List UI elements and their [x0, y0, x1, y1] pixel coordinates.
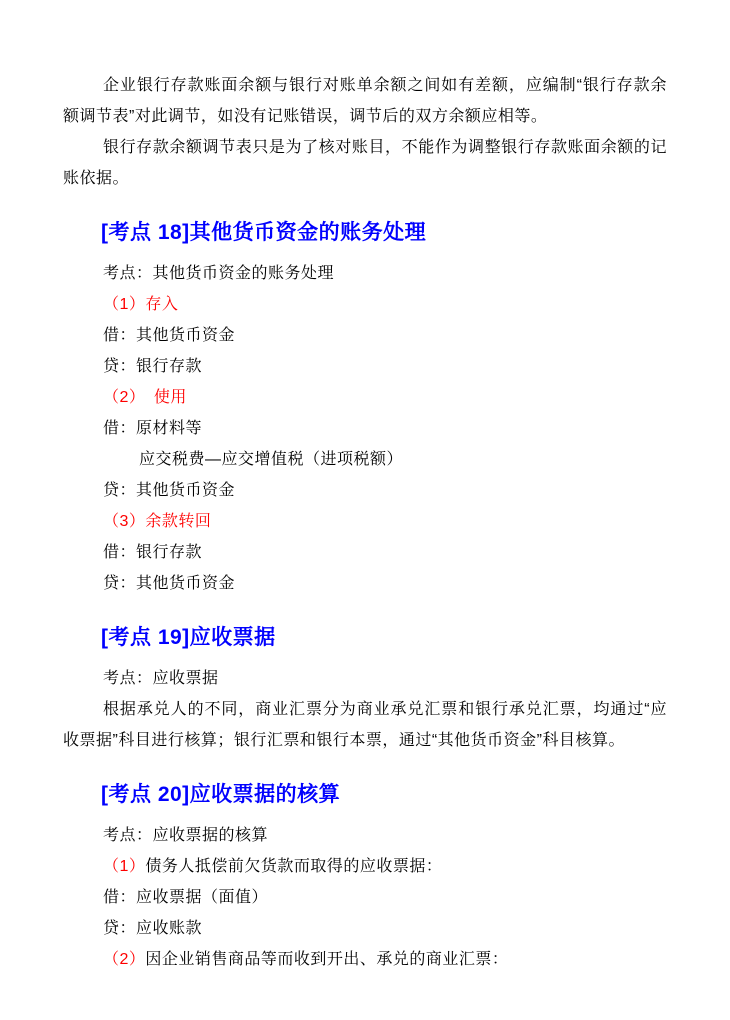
red-emphasis-text: （3）余款转回 [103, 513, 212, 530]
body-text: 考点：应收票据 [103, 670, 219, 687]
section-heading [63, 778, 667, 812]
text-line [63, 320, 667, 351]
body-text: 因企业销售商品等而收到开出、承兑的商业汇票： [145, 951, 509, 968]
red-emphasis-text: （2） [103, 951, 146, 968]
body-text: 债务人抵偿前欠货款而取得的应收票据： [145, 858, 443, 875]
body-text: 考点：应收票据的核算 [103, 827, 269, 844]
text-line [63, 913, 667, 944]
text-line [63, 382, 667, 413]
heading-text: [考点 20]应收票据的核算 [101, 783, 341, 806]
text-line [63, 413, 667, 444]
text-line [63, 351, 667, 382]
red-emphasis-text: （2） 使用 [103, 389, 187, 406]
body-text: 企业银行存款账面余额与银行对账单余额之间如有差额，应编制“银行存款余额调节表”对此调节，如没有记账错误，调节后的双方余额应相等。 [63, 77, 667, 125]
heading-text: [考点 18]其他货币资金的账务处理 [101, 221, 427, 244]
red-emphasis-text: （1） [103, 858, 146, 875]
body-text: 借：银行存款 [103, 544, 203, 561]
text-line [63, 568, 667, 599]
section-heading [63, 216, 667, 250]
body-text: 贷：其他货币资金 [103, 575, 236, 592]
text-line [63, 944, 667, 975]
text-line [63, 851, 667, 882]
text-line [63, 475, 667, 506]
text-line [63, 444, 667, 475]
paragraph [63, 694, 667, 756]
text-line [63, 289, 667, 320]
red-emphasis-text: （1）存入 [103, 296, 179, 313]
body-text: 根据承兑人的不同，商业汇票分为商业承兑汇票和银行承兑汇票，均通过“应收票据”科目进行核算；银行汇票和银行本票，通过“其他货币资金”科目核算。 [63, 701, 667, 749]
body-text: 借：原材料等 [103, 420, 203, 437]
body-text: 应交税费—应交增值税（进项税额） [139, 451, 404, 468]
body-text: 贷：应收账款 [103, 920, 203, 937]
body-text: 贷：银行存款 [103, 358, 203, 375]
text-line [63, 820, 667, 851]
body-text: 银行存款余额调节表只是为了核对账目，不能作为调整银行存款账面余额的记账依据。 [63, 139, 667, 187]
text-line [63, 258, 667, 289]
body-text: 借：应收票据（面值） [103, 889, 269, 906]
text-line [63, 506, 667, 537]
body-text: 贷：其他货币资金 [103, 482, 236, 499]
body-text: 借：其他货币资金 [103, 327, 236, 344]
section-heading [63, 621, 667, 655]
text-line [63, 663, 667, 694]
paragraph [63, 132, 667, 194]
body-text: 考点：其他货币资金的账务处理 [103, 265, 335, 282]
paragraph [63, 70, 667, 132]
heading-text: [考点 19]应收票据 [101, 626, 276, 649]
text-line [63, 882, 667, 913]
text-line [63, 537, 667, 568]
